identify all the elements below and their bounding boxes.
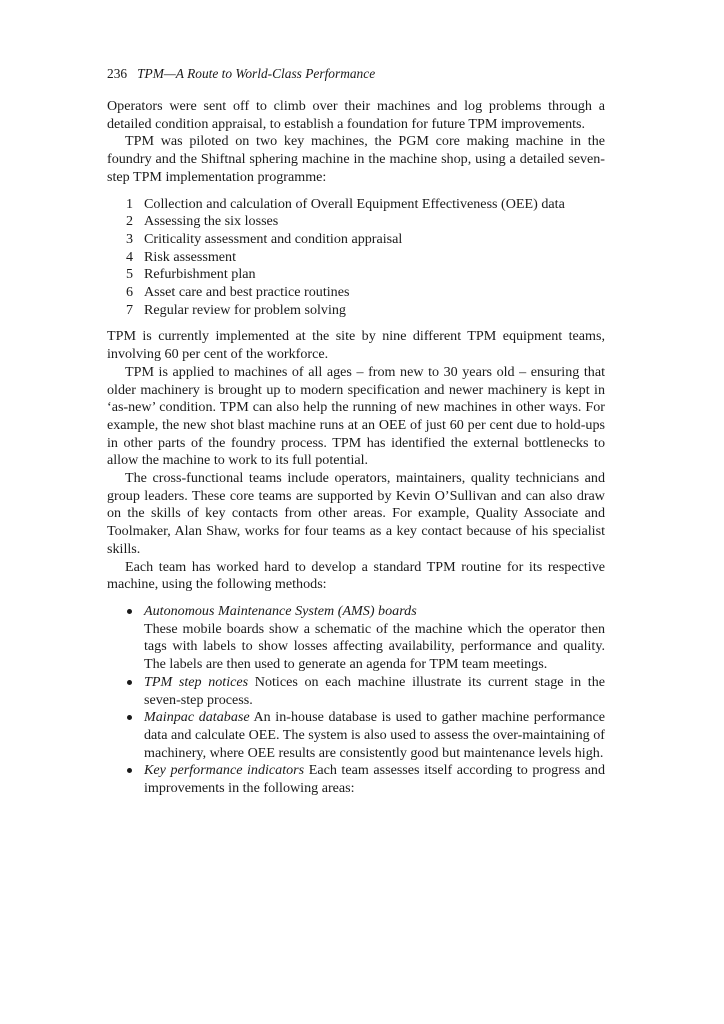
list-item-number: 4 <box>126 248 134 265</box>
list-item-number: 2 <box>126 213 134 230</box>
method-description: Each team assesses itself according to progress and improvements in the following areas: <box>144 762 606 797</box>
list-item <box>107 213 605 231</box>
bullet-icon <box>127 680 132 685</box>
page-number: 236 <box>107 66 128 81</box>
bullet-icon <box>127 715 132 720</box>
list-item-number: 3 <box>126 230 134 247</box>
list-item-number: 7 <box>126 301 134 318</box>
running-header <box>107 64 605 84</box>
list-item-number: 5 <box>126 266 134 283</box>
list-item-text: Risk assessment <box>144 248 237 265</box>
method-term: Key performance indicators <box>144 762 305 779</box>
list-item-text: Criticality assessment and condition appraisal <box>144 230 403 247</box>
list-item <box>107 674 605 709</box>
list-item <box>107 231 605 249</box>
list-item-text: Assessing the six losses <box>144 213 279 230</box>
paragraph-operators: Operators were sent off to climb over their machines and log problems through a detailed condition appraisal, to establish a foundation for future TPM improvements. <box>107 98 605 132</box>
list-item <box>107 196 605 214</box>
method-description: These mobile boards show a schematic of the machine which the operator then tags with labels to show losses affecting availability, performance and quality. The labels are then used to generate an agenda for TPM team meetings. <box>144 620 605 673</box>
paragraph-cross-functional: The cross-functional teams include operators, maintainers, quality technicians and group leaders. These core teams are supported by Kevin O’Sullivan and can also draw on the skills of key contacts from other areas. For example, Quality Associate and Toolmaker, Alan Shaw, works for four teams as a key contact because of his specialist skills. <box>107 470 605 557</box>
list-item <box>107 266 605 284</box>
method-term: Autonomous Maintenance System (AMS) boards <box>144 602 417 619</box>
paragraph-teams: TPM is currently implemented at the site by nine different TPM equipment teams, involving 60 per cent of the workforce. <box>107 328 605 363</box>
list-item-text: Collection and calculation of Overall Equipment Effectiveness (OEE) data <box>144 195 565 212</box>
paragraph-pilot: TPM was piloted on two key machines, the PGM core making machine in the foundry and the Shiftnal sphering machine in the machine shop, using a detailed seven-step TPM implementation programme: <box>107 133 605 185</box>
list-item-text: Regular review for problem solving <box>144 301 346 318</box>
list-item <box>107 284 605 302</box>
seven-step-list <box>107 196 605 320</box>
method-term: TPM step notices <box>144 673 249 690</box>
method-description: Notices on each machine illustrate its current stage in the seven-step process. <box>144 673 606 708</box>
list-item-text: Asset care and best practice routines <box>144 284 350 301</box>
methods-list <box>107 603 605 798</box>
list-item <box>107 762 605 797</box>
method-description: An in-house database is used to gather machine performance data and calculate OEE. The system is also used to assess the over-maintaining of machinery, where OEE results are consistently good but maintenance levels high. <box>144 709 605 761</box>
list-item-number: 1 <box>126 195 134 212</box>
list-item <box>107 603 605 674</box>
list-item <box>107 302 605 320</box>
paragraph-machine-ages: TPM is applied to machines of all ages – from new to 30 years old – ensuring that older machinery is brought up to modern specification and newer machinery is kept in ‘as-new’ condition. TPM can also help the running of new machines in other ways. For example, the new shot blast machine runs at an OEE of just 60 per cent due to hold-ups in other parts of the foundry process. TPM has identified the external bottlenecks to allow the machine to work to its full potential. <box>107 363 605 469</box>
document-page <box>107 64 605 798</box>
book-title: TPM—A Route to World-Class Performance <box>137 66 376 81</box>
list-item <box>107 249 605 267</box>
bullet-icon <box>127 609 132 614</box>
bullet-icon <box>127 768 132 773</box>
list-item-text: Refurbishment plan <box>144 266 256 283</box>
list-item-number: 6 <box>126 284 134 301</box>
paragraph-routine: Each team has worked hard to develop a standard TPM routine for its respective machine, using the following methods: <box>107 558 605 593</box>
method-term: Mainpac database <box>144 709 250 726</box>
list-item <box>107 709 605 762</box>
